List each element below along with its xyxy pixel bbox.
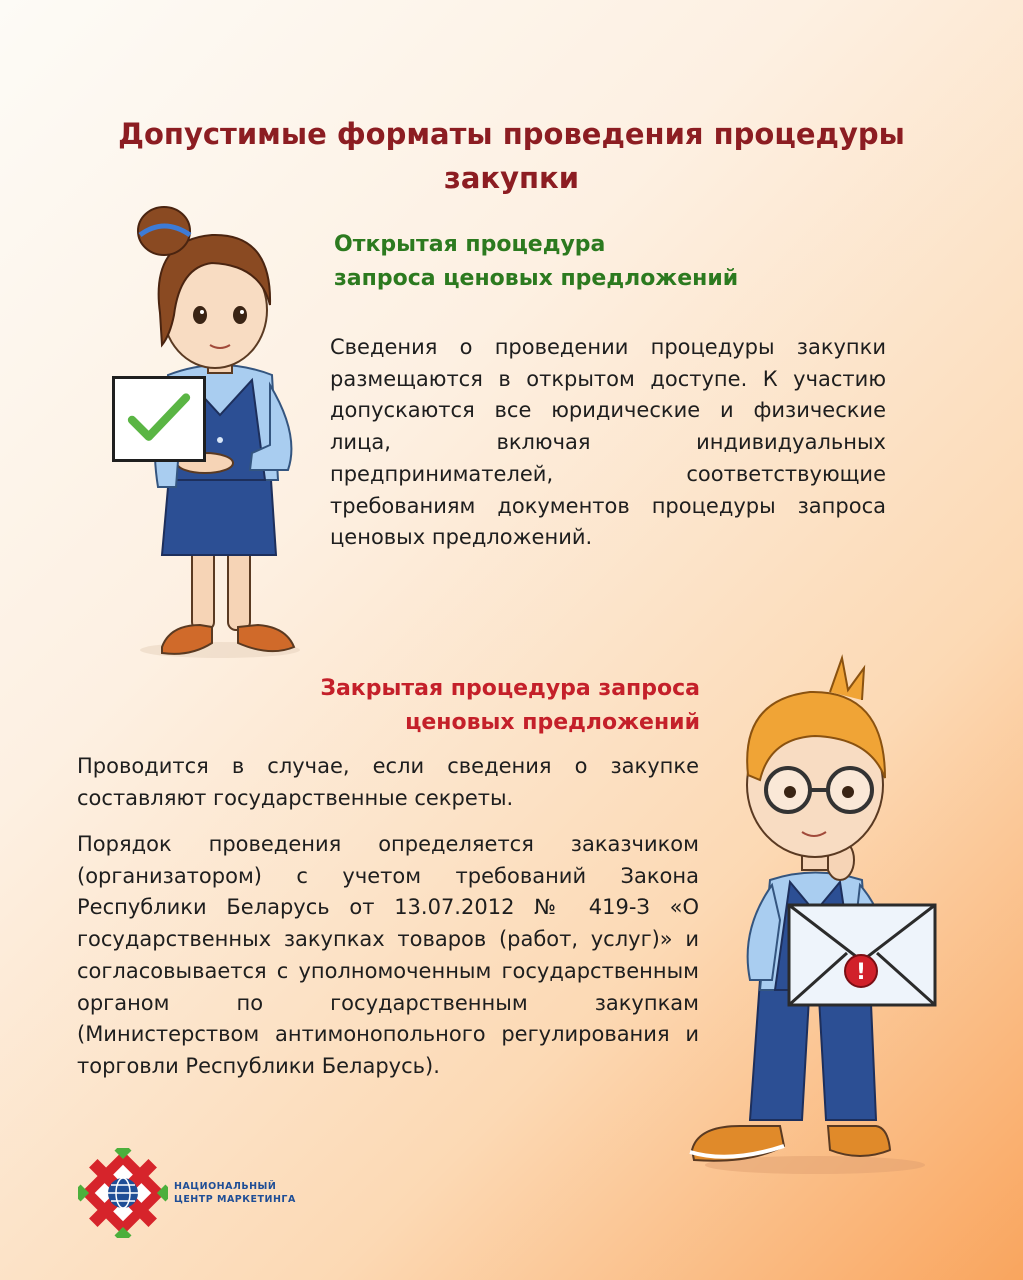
exclamation-icon: ! — [844, 954, 878, 988]
checkmark-card — [112, 376, 206, 462]
logo-text-line1: НАЦИОНАЛЬНЫЙ — [174, 1181, 277, 1192]
open-procedure-title-line1: Открытая процедура — [334, 232, 606, 257]
page-title: Допустимые форматы проведения процедуры закупки — [118, 117, 905, 195]
closed-procedure-paragraph-2: Порядок проведения определяется заказчиком (организатором) с учетом требований Закона Республики Беларусь от 13.07.2012 № 419-З «О государственных закупках товаров (работ, услуг)» и согласовывается с уполномоченным государственным органом по государственным закупкам (Министерством антимонопольного регулирования и торговли Республики Беларусь). — [77, 832, 699, 1078]
closed-procedure-title-line1: Закрытая процедура запроса — [320, 676, 700, 701]
open-procedure-title-line2: запроса ценовых предложений — [334, 266, 739, 291]
closed-procedure-paragraph-1: Проводится в случае, если сведения о закупке составляют государственные секреты. — [77, 754, 699, 810]
closed-procedure-title-line2: ценовых предложений — [405, 710, 700, 735]
logo-text-line2: ЦЕНТР МАРКЕТИНГА — [174, 1194, 296, 1205]
logo — [78, 1148, 308, 1240]
closed-procedure-title — [300, 672, 700, 740]
checkmark-icon — [115, 379, 203, 459]
open-procedure-title — [334, 228, 804, 296]
logo-text — [174, 1180, 314, 1206]
national-marketing-center-logo-icon — [78, 1148, 168, 1238]
open-procedure-text: Сведения о проведении процедуры закупки размещаются в открытом доступе. К участию допускаются все юридические и физические лица, включая индивидуальных предпринимателей, соответствующие требованиям документов процедуры запроса ценовых предложений. — [330, 335, 886, 550]
